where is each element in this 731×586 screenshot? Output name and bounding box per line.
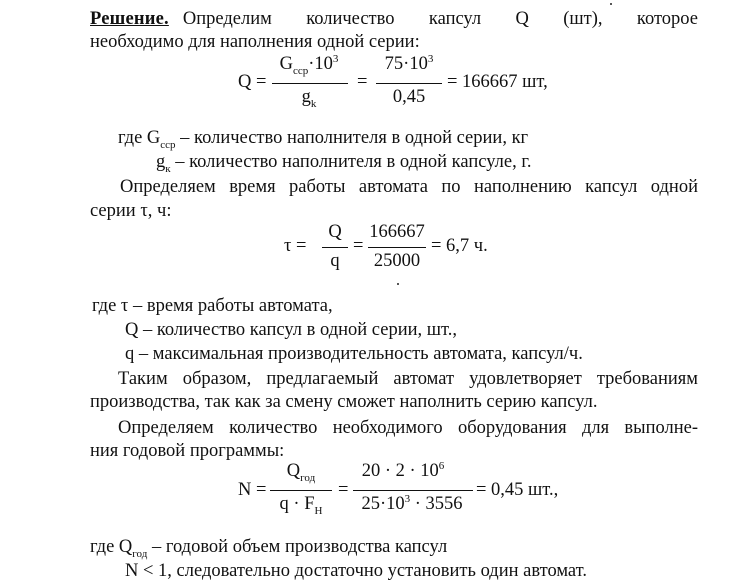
- where-1-line-2: $g_к$ – количество наполнителя в одной капсуле, г.: [156, 152, 532, 175]
- where-3-line-2: N < 1, следовательно достаточно установить один автомат.: [125, 561, 587, 581]
- conclusion-line-2: производства, так как за смену сможет наполнить серию капсул.: [90, 392, 598, 412]
- formula-n-denominator-1: $q \cdot F_Н$: [279, 494, 323, 517]
- formula-n-numerator-2: $20 \cdot 2 \cdot 10^6$: [361, 460, 445, 481]
- where-3-line-1: где $Q_{год}$ – годовой объем производства капсул: [90, 537, 448, 560]
- time-line-1: Определяем время работы автомата по наполнению капсул одной: [120, 177, 698, 197]
- where-2-line-3: q – максимальная производительность автомата, капсул/ч.: [125, 344, 583, 364]
- formula-q-denominator-2: 0,45: [392, 87, 426, 107]
- solution-line-2: необходимо для наполнения одной серии:: [90, 32, 420, 52]
- equipment-line-1: Определяем количество необходимого оборудования для выполне-: [118, 418, 698, 438]
- scan-speck: [610, 3, 612, 5]
- formula-n-fraction-bar-1: [270, 490, 332, 491]
- formula-q-equals-1: =: [357, 72, 368, 92]
- where-2-line-1: где τ – время работы автомата,: [92, 296, 333, 316]
- formula-t-denominator-2: 25000: [373, 251, 421, 271]
- formula-q-result: = 166667 шт,: [447, 72, 548, 92]
- where-2-line-2: Q – количество капсул в одной серии, шт.,: [125, 320, 457, 340]
- solution-heading: Решение.: [90, 9, 169, 29]
- formula-n-lhs: N =: [238, 480, 267, 500]
- formula-n-numerator-1: $Q_{год}$: [286, 461, 316, 484]
- scan-speck: [397, 283, 399, 285]
- solution-line-1: [90, 9, 698, 29]
- formula-t-fraction-bar-1: [322, 247, 348, 248]
- time-line-2: серии τ, ч:: [90, 201, 172, 221]
- formula-q-denominator-1: $g_k$: [301, 87, 317, 110]
- formula-q-fraction-bar-1: [272, 83, 348, 84]
- formula-q-numerator-1: $G_{сср}\cdot 10^3$: [279, 53, 339, 77]
- formula-t-numerator-2: 166667: [369, 222, 425, 242]
- where-1-line-1: где $G_{ccp}$ – количество наполнителя в одной серии, кг: [118, 128, 529, 151]
- equipment-line-2: ния годовой программы:: [90, 441, 285, 461]
- formula-t-denominator-1: q: [330, 251, 340, 271]
- formula-t-fraction-bar-2: [368, 247, 426, 248]
- formula-n-fraction-bar-2: [353, 490, 473, 491]
- formula-q-numerator-2: $75\cdot 10^3$: [384, 53, 434, 74]
- formula-q-fraction-bar-2: [376, 83, 442, 84]
- formula-t-lhs: τ =: [284, 236, 307, 256]
- formula-t-numerator-1: Q: [328, 222, 342, 242]
- formula-n-result: = 0,45 шт.,: [476, 480, 559, 500]
- formula-t-equals-1: =: [353, 236, 364, 256]
- formula-q-lhs: Q =: [238, 72, 267, 92]
- formula-n-equals-1: =: [338, 480, 349, 500]
- conclusion-line-1: Таким образом, предлагаемый автомат удовлетворяет требованиям: [118, 369, 698, 389]
- solution-line-1-text: Определим количество капсул Q (шт), которое: [182, 9, 698, 29]
- formula-t-result: = 6,7 ч.: [431, 236, 488, 256]
- formula-n-denominator-2: $25\cdot 10^3 \cdot 3556$: [361, 493, 463, 514]
